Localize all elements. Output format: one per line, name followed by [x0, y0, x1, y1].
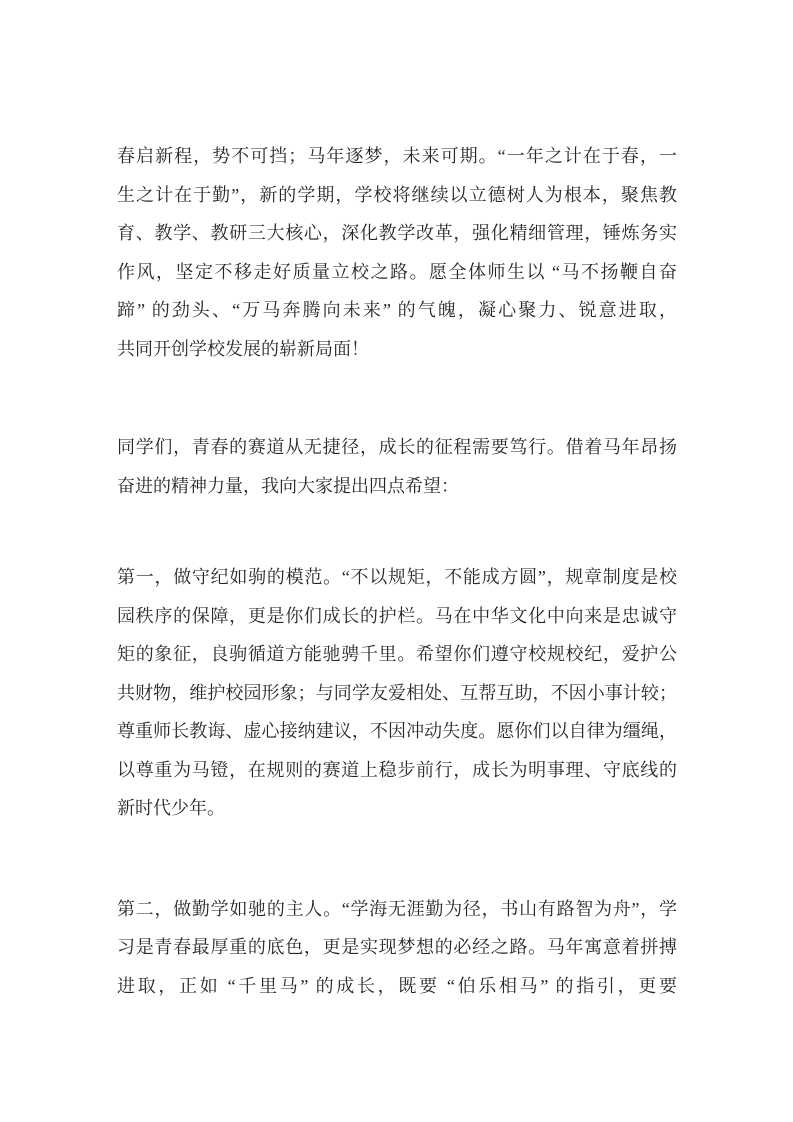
paragraph [117, 137, 677, 368]
text-line: 尊重师长教诲、虚心接纳建议，不因冲动失度。愿你们以自律为缰绳， [117, 721, 677, 741]
text-line: 园秩序的保障，更是你们成长的护栏。马在中华文化中向来是忠诚守 [117, 605, 677, 626]
text-line: 奋进的精神力量，我向大家提出四点希望： [117, 475, 459, 496]
paragraph [117, 558, 677, 828]
text-line: 进取，正如 “千里马” 的成长，既要 “伯乐相马” 的指引，更要 [117, 975, 677, 996]
text-line: 作风，坚定不移走好质量立校之路。愿全体师生以 “马不扬鞭自奋 [117, 261, 677, 282]
text-line: 第二，做勤学如驰的主人。“学海无涯勤为径，书山有路智为舟”，学 [117, 898, 677, 919]
text-line: 共财物，维护校园形象；与同学友爱相处、互帮互助，不因小事计较； [117, 682, 677, 703]
text-line: 育、教学、教研三大核心，深化教学改革，强化精细管理，锤炼务实 [117, 223, 677, 243]
document-body [117, 137, 677, 1005]
text-line: 新时代少年。 [117, 798, 225, 818]
text-line: 春启新程，势不可挡；马年逐梦，未来可期。“一年之计在于春，一 [117, 146, 677, 166]
text-line: 共同开创学校发展的崭新局面！ [117, 338, 369, 359]
paragraph [117, 428, 677, 505]
text-line: 以尊重为马镫，在规则的赛道上稳步前行，成长为明事理、守底线的 [117, 759, 677, 780]
text-line: 习是青春最厚重的底色，更是实现梦想的必经之路。马年寓意着拼搏 [117, 937, 677, 957]
paragraph [117, 890, 677, 1006]
text-line: 蹄” 的劲头、“万马奔腾向未来” 的气魄，凝心聚力、锐意进取， [117, 300, 677, 320]
text-line: 生之计在于勤”，新的学期，学校将继续以立德树人为根本，聚焦教 [117, 184, 677, 205]
text-line: 同学们，青春的赛道从无捷径，成长的征程需要笃行。借着马年昂扬 [117, 437, 677, 457]
text-line: 矩的象征，良驹循道方能驰骋千里。希望你们遵守校规校纪，爱护公 [117, 644, 677, 664]
text-line: 第一，做守纪如驹的模范。“不以规矩，不能成方圆”，规章制度是校 [117, 567, 677, 587]
